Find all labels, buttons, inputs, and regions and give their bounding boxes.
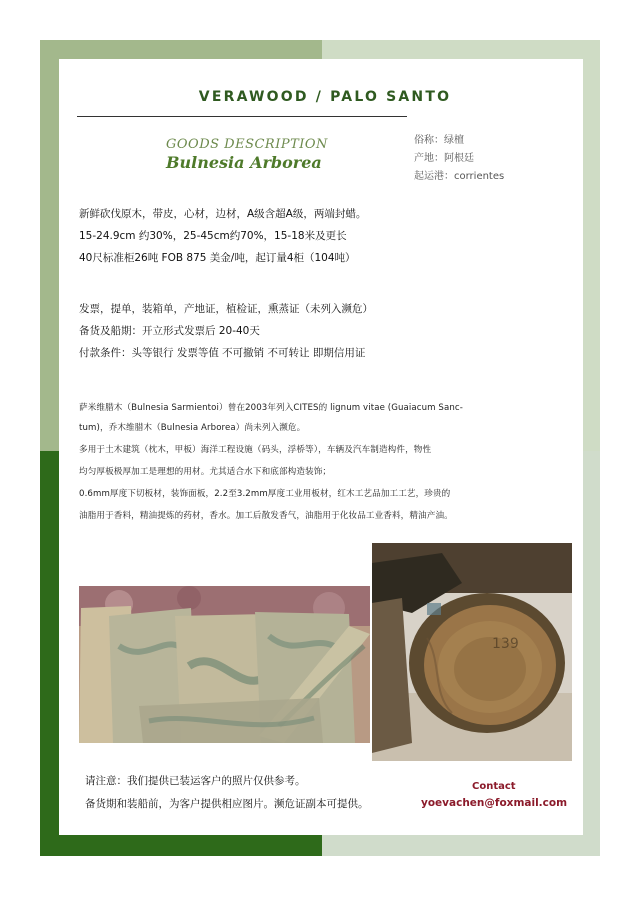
goods-species-name: Bulnesia Arborea bbox=[166, 153, 322, 172]
page-title: VERAWOOD / PALO SANTO bbox=[198, 89, 452, 105]
desc-line-3: 多用于土木建筑（枕木，甲板）海洋工程设施（码头，浮桥等），车辆及汽车制造构件，物性 bbox=[79, 445, 432, 455]
contact-label: Contact bbox=[472, 781, 516, 792]
docs-line-1: 发票，提单，装箱单，产地证，植检证，熏蒸证（未列入濒危） bbox=[79, 303, 373, 315]
docs-line-3: 付款条件：头等银行 发票等值 不可撤销 不可转让 即期信用证 bbox=[79, 347, 366, 359]
desc-line-5: 0.6mm厚度下切板材，装饰面板，2.2至3.2mm厚度工业用板材，红木工艺品加工工艺，珍贵的 bbox=[79, 489, 451, 499]
note-line-1: 请注意：我们提供已装运客户的照片仅供参考。 bbox=[85, 775, 306, 787]
note-line-2: 备货期和装船前，为客户提供相应图片。濒危证副本可提供。 bbox=[85, 798, 369, 810]
desc-line-2: tum)，乔木维腊木（Bulnesia Arborea）尚未列入濒危。 bbox=[79, 423, 306, 433]
desc-line-1: 萨米维腊木（Bulnesia Sarmientoi）曾在2003年列入CITES的 lignum vitae (Guaiacum Sanc- bbox=[79, 403, 463, 413]
meta-origin: 产地：阿根廷 bbox=[414, 153, 474, 164]
goods-description-label: GOODS DESCRIPTION bbox=[166, 137, 328, 152]
log-cross-section-photo bbox=[372, 543, 572, 761]
meta-port: 起运港：corrientes bbox=[414, 171, 505, 182]
spec-line-2: 15-24.9cm 约30%，25-45cm约70%，15-18米及更长 bbox=[79, 230, 347, 242]
docs-line-2: 备货及船期：开立形式发票后 20-40天 bbox=[79, 325, 260, 337]
desc-line-6: 油脂用于香料，精油提炼的药材，香水。加工后散发香气，油脂用于化妆品工业香料，精油产油。 bbox=[79, 511, 453, 521]
spec-line-1: 新鲜砍伐原木，带皮，心材，边材，A级含超A级，两端封蜡。 bbox=[79, 208, 367, 220]
title-divider bbox=[77, 116, 407, 117]
wood-boards-photo bbox=[79, 586, 370, 743]
contact-email-link[interactable]: yoevachen@foxmail.com bbox=[421, 797, 568, 809]
desc-line-4: 均匀厚板极厚加工是理想的用材。尤其适合水下和底部构造装饰； bbox=[79, 467, 332, 477]
svg-text:139: 139 bbox=[492, 636, 519, 652]
meta-alias: 俗称：绿檀 bbox=[414, 135, 464, 146]
spec-line-3: 40尺标准柜26吨 FOB 875 美金/吨，起订量4柜（104吨） bbox=[79, 252, 356, 264]
